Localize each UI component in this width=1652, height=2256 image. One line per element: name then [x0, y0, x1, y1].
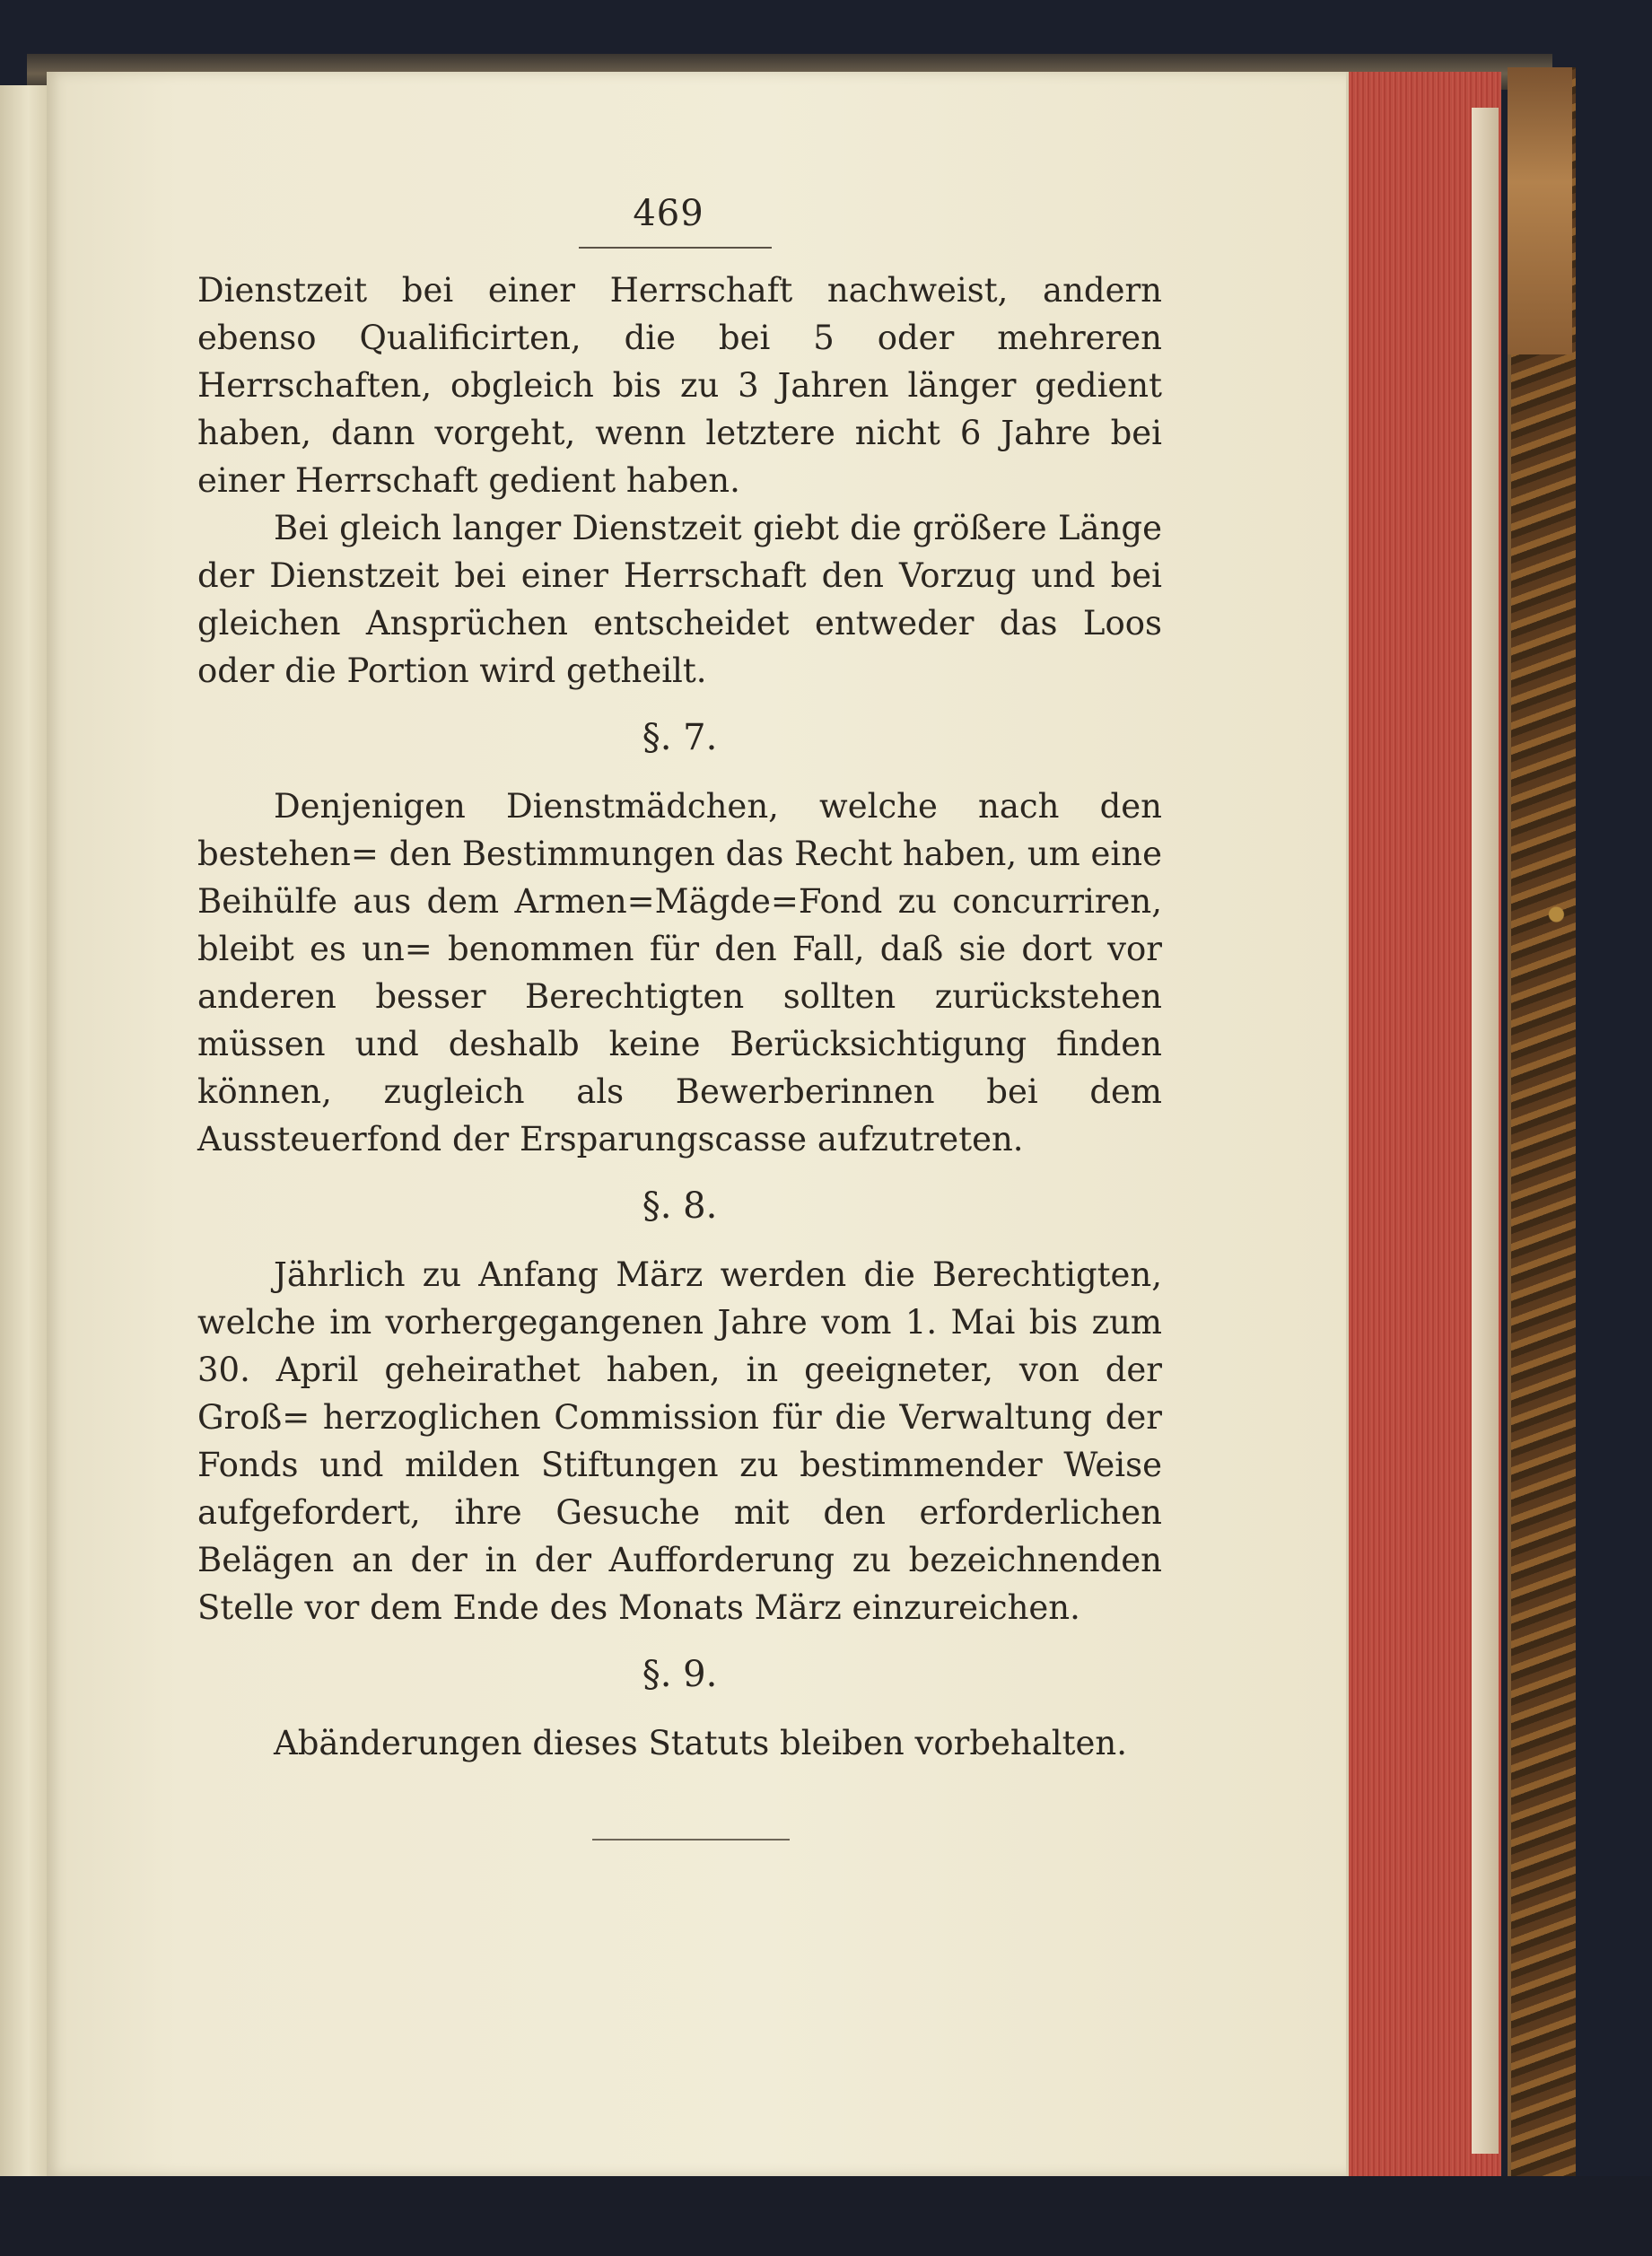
text-body: [197, 267, 1162, 1841]
left-page-sliver: [0, 85, 48, 2176]
page-content: [197, 193, 1162, 1841]
marbled-cover: [1508, 67, 1576, 2185]
section-9-text: Abänderungen dieses Statuts bleiben vorbehalten.: [274, 1724, 1127, 1762]
section-7-heading: §. 7.: [642, 717, 718, 758]
end-rule: [592, 1839, 790, 1841]
section-8-heading: §. 8.: [642, 1185, 718, 1227]
section-8-text: Jährlich zu Anfang März werden die Berechtigten, welche im vorhergegangenen Jahre vom 1. Mai bis zum 30. April geheirathet haben, in geeigneter, von der Groß= herzoglichen Commission für die Verwaltung der Fonds und milden Stiftungen zu bestimmender Weise aufgefordert, ihre Gesuche mit den erforderlichen Belägen an der in der Aufforderung zu bezeichnenden Stelle vor dem Ende des Monats März einzureichen.: [197, 1255, 1162, 1627]
paragraph-1: Dienstzeit bei einer Herrschaft nachweist, andern ebenso Qualificirten, die bei 5 oder mehreren Herrschaften, obgleich bis zu 3 Jahren länger gedient haben, dann vorgeht, wenn letztere nicht 6 Jahre bei einer Herrschaft gedient haben.: [197, 271, 1162, 500]
page-number: 469: [633, 193, 704, 234]
section-9-heading: §. 9.: [642, 1654, 718, 1695]
leather-corner: [1508, 67, 1572, 354]
page-edge-highlight: [1472, 108, 1499, 2154]
scan-background: [0, 2176, 1652, 2256]
page-number-rule: [579, 247, 772, 249]
paragraph-2: Bei gleich langer Dienstzeit giebt die größere Länge der Dienstzeit bei einer Herrschaft den Vorzug und bei gleichen Ansprüchen entscheidet entweder das Loos oder die Portion wird getheilt.: [197, 509, 1162, 690]
section-7-text: Denjenigen Dienstmädchen, welche nach den bestehen= den Bestimmungen das Recht haben, um eine Beihülfe aus dem Armen=Mägde=Fond zu concurriren, bleibt es un= benommen für den Fall, daß sie dort vor anderen besser Berechtigten sollten zurückstehen müssen und deshalb keine Berücksichtigung finden können, zugleich als Bewerberinnen bei dem Aussteuerfond der Ersparungscasse aufzutreten.: [197, 787, 1162, 1159]
